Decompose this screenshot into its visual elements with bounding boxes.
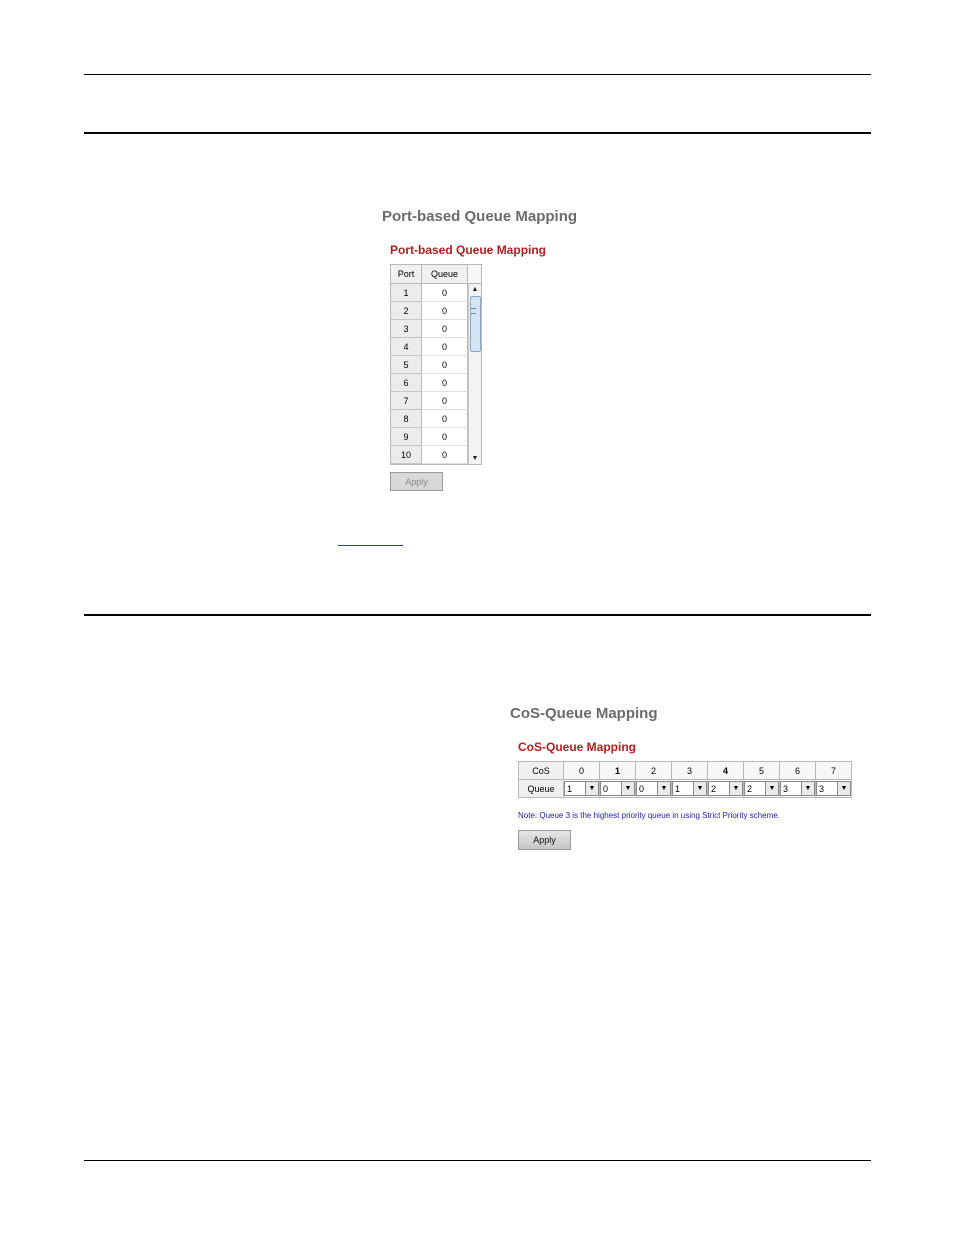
queue-row (519, 780, 852, 798)
port-cell: 3 (391, 320, 422, 338)
queue-select-cos-5[interactable] (744, 781, 779, 796)
queue-select-cos-1[interactable] (600, 781, 635, 796)
queue-select-cos-0[interactable] (564, 781, 599, 796)
cos-row (519, 762, 852, 780)
table-row[interactable] (391, 284, 468, 302)
cos-panel-subtitle: CoS-Queue Mapping (518, 740, 636, 754)
select-value: 3 (783, 783, 789, 794)
cos-header-0: 0 (564, 762, 600, 780)
cos-header-1: 1 (600, 762, 636, 780)
chevron-down-icon[interactable]: ▼ (585, 782, 598, 795)
port-cell: 2 (391, 302, 422, 320)
cos-header-2: 2 (636, 762, 672, 780)
queue-cell[interactable]: 0 (422, 302, 468, 320)
port-cell: 7 (391, 392, 422, 410)
scroll-up-icon[interactable]: ▲ (471, 286, 479, 293)
scroll-down-icon[interactable]: ▼ (471, 455, 479, 462)
table-row[interactable] (391, 428, 468, 446)
queue-row-label: Queue (519, 780, 564, 798)
queue-cell[interactable]: 0 (422, 392, 468, 410)
select-value: 2 (747, 783, 753, 794)
section-rule-1 (84, 132, 871, 134)
queue-select-cos-7[interactable] (816, 781, 851, 796)
chevron-down-icon[interactable]: ▼ (621, 782, 634, 795)
scrollbar-thumb[interactable] (470, 296, 481, 352)
priority-note: Note: Queue 3 is the highest priority queue in using Strict Priority scheme. (518, 811, 780, 820)
queue-cell[interactable]: 0 (422, 410, 468, 428)
queue-cell[interactable]: 0 (422, 428, 468, 446)
port-cell: 8 (391, 410, 422, 428)
table-header (391, 265, 481, 284)
select-value: 0 (603, 783, 609, 794)
port-panel-title: Port-based Queue Mapping (382, 208, 578, 225)
footer-rule (84, 1160, 871, 1161)
queue-select-cos-4[interactable] (708, 781, 743, 796)
document-link[interactable] (338, 545, 403, 546)
cos-row-label: CoS (519, 762, 564, 780)
port-cell: 6 (391, 374, 422, 392)
column-header-port: Port (391, 265, 422, 283)
queue-cell[interactable]: 0 (422, 338, 468, 356)
queue-cell[interactable]: 0 (422, 374, 468, 392)
chevron-down-icon[interactable]: ▼ (765, 782, 778, 795)
port-cell: 1 (391, 284, 422, 302)
scrollbar-grip-icon (471, 308, 476, 314)
chevron-down-icon[interactable]: ▼ (837, 782, 850, 795)
table-scrollbar[interactable] (468, 284, 481, 464)
queue-select-cos-6[interactable] (780, 781, 815, 796)
select-value: 1 (675, 783, 681, 794)
table-row[interactable] (391, 320, 468, 338)
table-row[interactable] (391, 392, 468, 410)
chevron-down-icon[interactable]: ▼ (693, 782, 706, 795)
queue-cell[interactable]: 0 (422, 284, 468, 302)
select-value: 3 (819, 783, 825, 794)
port-cell: 5 (391, 356, 422, 374)
cos-header-6: 6 (780, 762, 816, 780)
select-value: 0 (639, 783, 645, 794)
cos-queue-table (518, 761, 852, 798)
table-row[interactable] (391, 446, 468, 464)
cos-header-5: 5 (744, 762, 780, 780)
port-queue-table (390, 264, 482, 465)
cos-header-3: 3 (672, 762, 708, 780)
cos-panel-title: CoS-Queue Mapping (510, 705, 658, 722)
table-row[interactable] (391, 374, 468, 392)
queue-cell[interactable]: 0 (422, 446, 468, 464)
port-cell: 9 (391, 428, 422, 446)
header-rule (84, 74, 871, 75)
cos-header-7: 7 (816, 762, 852, 780)
table-row[interactable] (391, 356, 468, 374)
chevron-down-icon[interactable]: ▼ (801, 782, 814, 795)
port-cell: 4 (391, 338, 422, 356)
queue-cell[interactable]: 0 (422, 356, 468, 374)
cos-apply-button[interactable]: Apply (518, 830, 571, 850)
column-header-queue: Queue (422, 265, 468, 283)
table-row[interactable] (391, 410, 468, 428)
header-spacer (468, 265, 481, 283)
table-row[interactable] (391, 302, 468, 320)
port-cell: 10 (391, 446, 422, 464)
port-panel-subtitle: Port-based Queue Mapping (390, 243, 547, 257)
section-rule-2 (84, 614, 871, 616)
chevron-down-icon[interactable]: ▼ (729, 782, 742, 795)
select-value: 1 (567, 783, 573, 794)
table-row[interactable] (391, 338, 468, 356)
port-apply-button[interactable]: Apply (390, 472, 443, 491)
queue-cell[interactable]: 0 (422, 320, 468, 338)
chevron-down-icon[interactable]: ▼ (657, 782, 670, 795)
cos-header-4: 4 (708, 762, 744, 780)
queue-select-cos-3[interactable] (672, 781, 707, 796)
queue-select-cos-2[interactable] (636, 781, 671, 796)
select-value: 2 (711, 783, 717, 794)
